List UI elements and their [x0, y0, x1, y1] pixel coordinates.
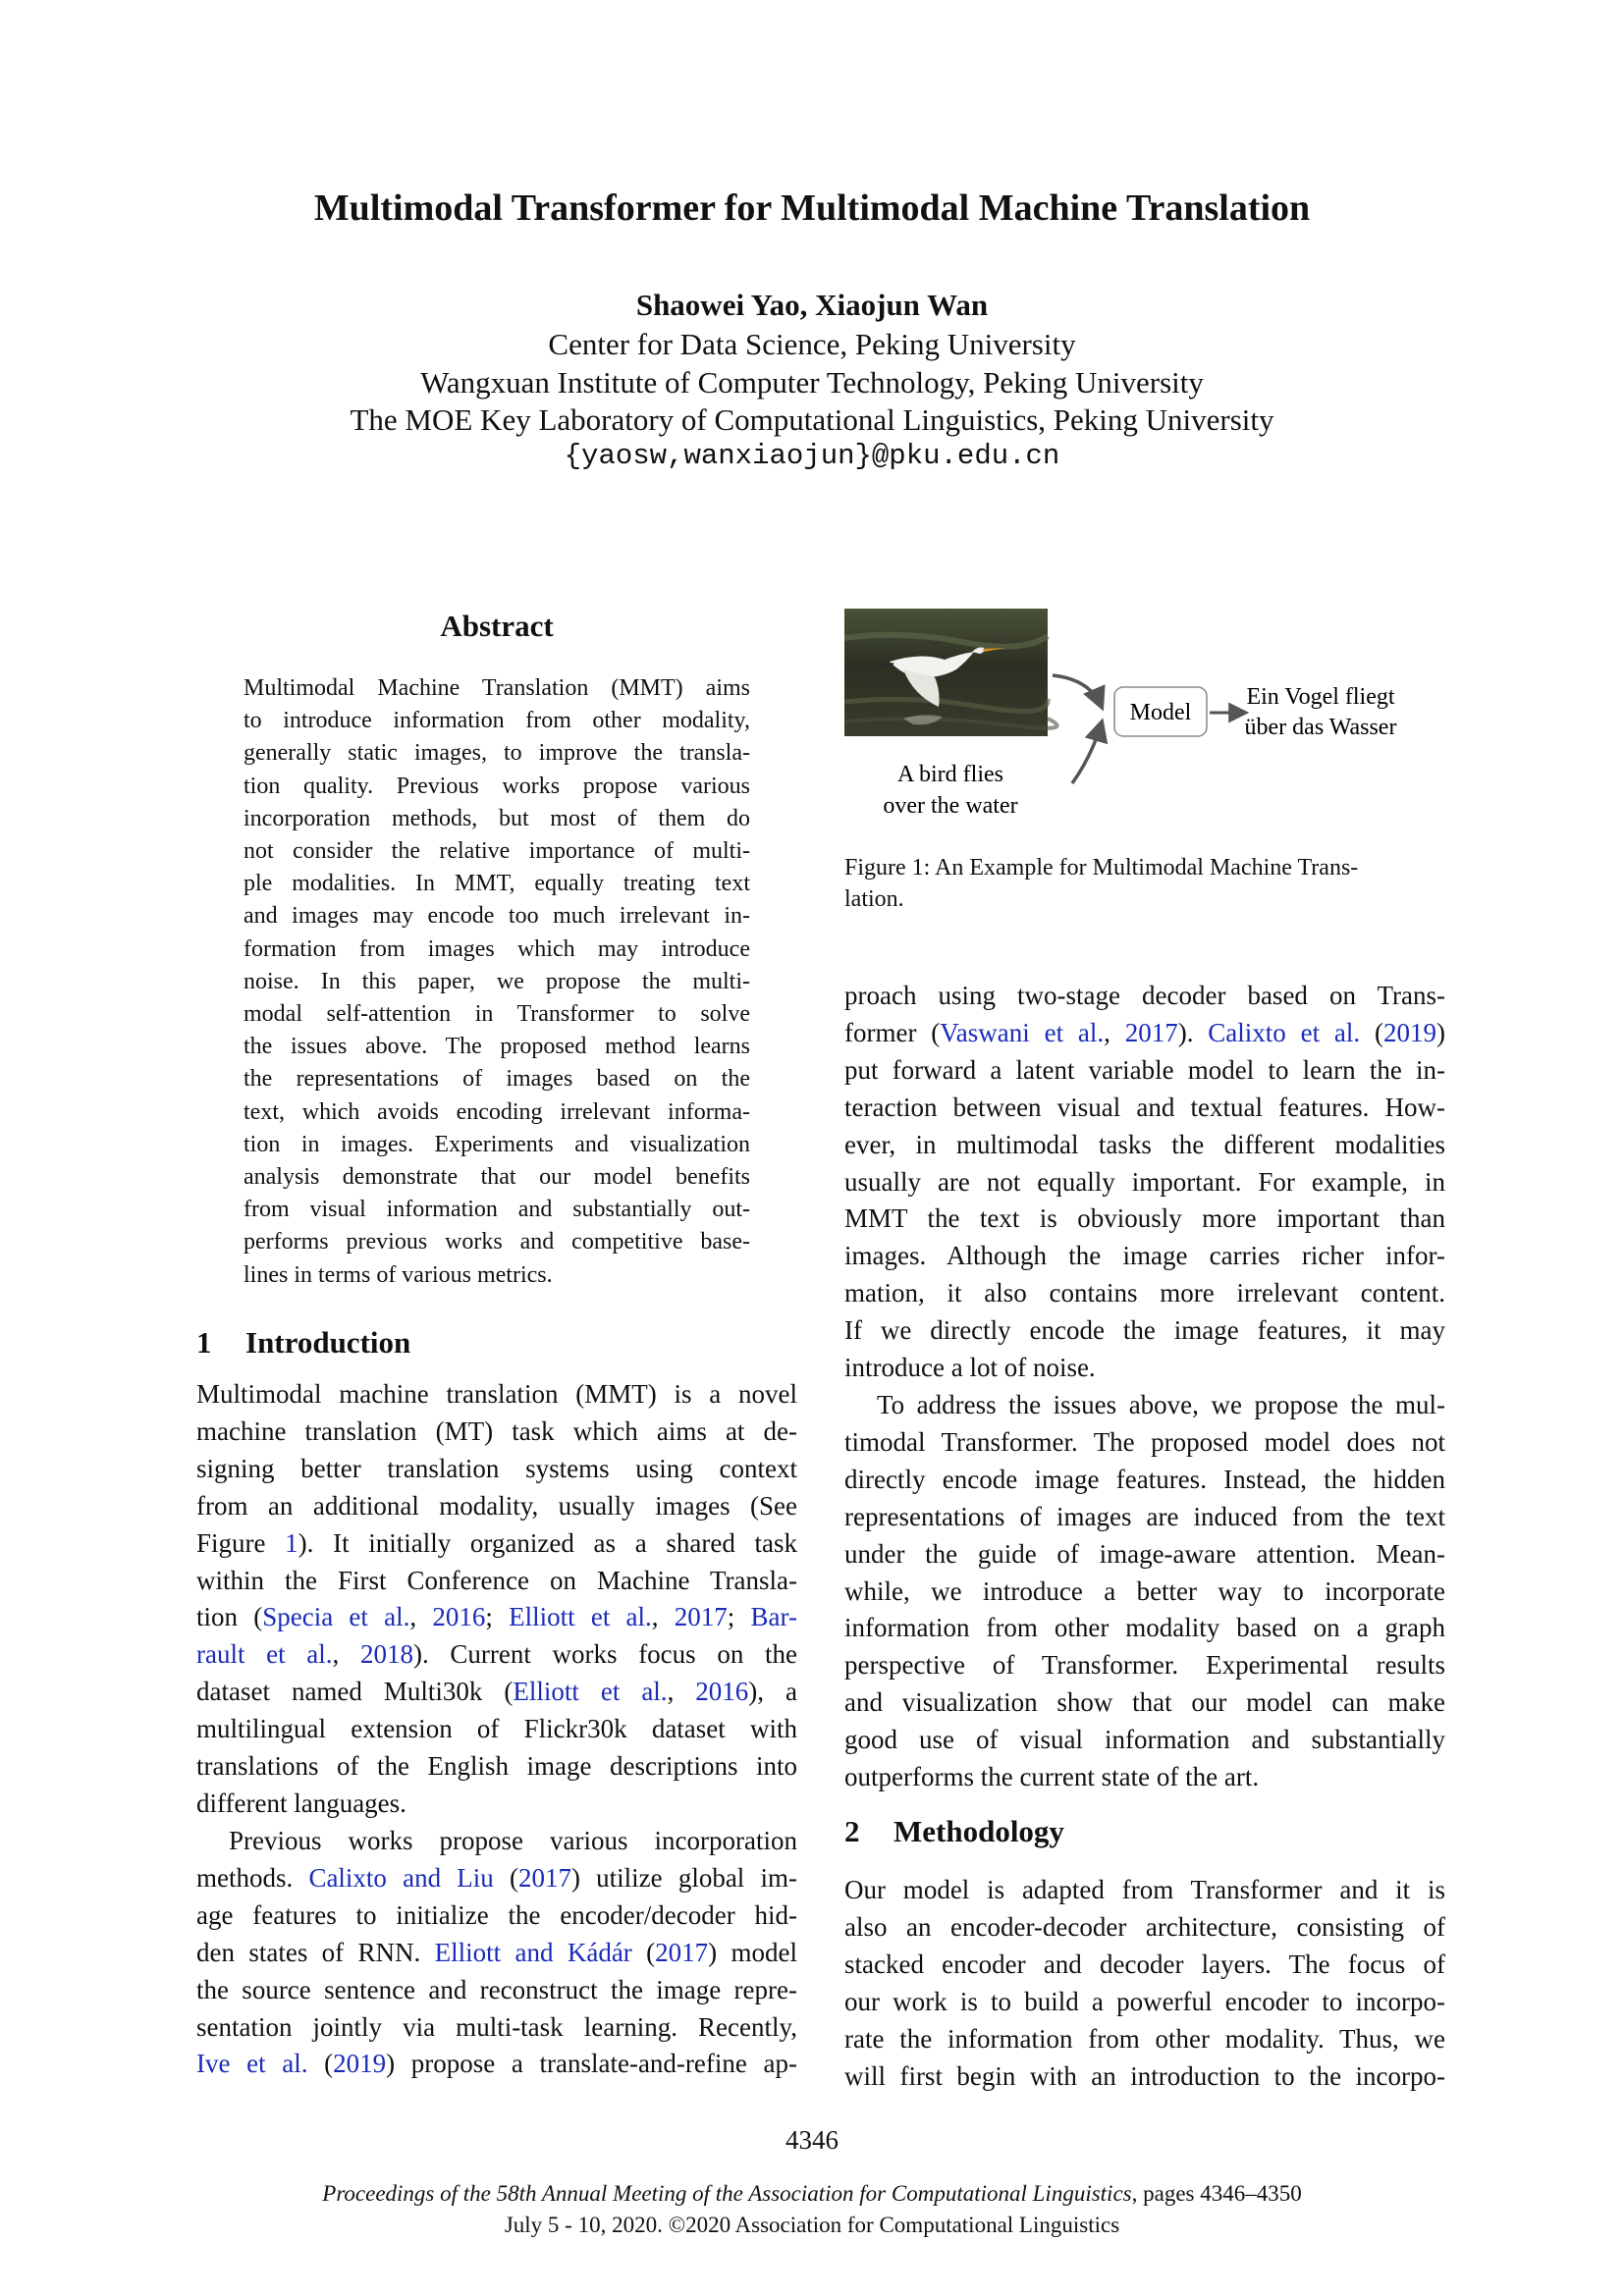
- text-line: multilingual extension of Flickr30k dataset with: [196, 1714, 797, 1744]
- text-run: (: [493, 1862, 518, 1893]
- abstract-line: formation from images which may introduce: [244, 935, 750, 962]
- citation-link[interactable]: Calixto et al.: [1208, 1017, 1361, 1047]
- citation-link[interactable]: rault et al.: [196, 1639, 333, 1670]
- abstract-line: incorporation methods, but most of them do: [244, 805, 750, 831]
- text-line: will first begin with an introduction to the incorpo-: [844, 2060, 1445, 2091]
- abstract-line: lines in terms of various metrics.: [244, 1261, 553, 1288]
- citation-link[interactable]: 2017: [655, 1937, 709, 1967]
- text-line: representations of images are induced from the text: [844, 1501, 1445, 1531]
- text-run: Figure: [196, 1527, 286, 1558]
- citation-link[interactable]: 2016: [695, 1677, 749, 1707]
- authors: Shaowei Yao, Xiaojun Wan: [635, 288, 989, 322]
- section-1-heading: [196, 1325, 797, 1361]
- citation-link[interactable]: 2018: [359, 1639, 413, 1670]
- text-line: [844, 1015, 1445, 1052]
- text-line: signing better translation systems using context: [196, 1453, 797, 1483]
- citation-link[interactable]: 2017: [517, 1862, 571, 1893]
- citation-link[interactable]: 2019: [1383, 1017, 1436, 1047]
- proceedings-pages: , pages 4346–4350: [1131, 2181, 1302, 2206]
- text-line: [196, 1525, 797, 1563]
- intro-paragraph-2: [196, 1823, 797, 2083]
- text-line: put forward a latent variable model to learn the in-: [844, 1054, 1445, 1085]
- text-run: ,: [667, 1677, 696, 1707]
- text-run: (: [307, 2049, 334, 2079]
- abstract-line: analysis demonstrate that our model benefits: [244, 1164, 750, 1191]
- section-title: Methodology: [893, 1814, 1064, 1848]
- text-line: stacked encoder and decoder layers. The focus of: [844, 1949, 1445, 1979]
- text-line: [196, 1636, 797, 1674]
- citation-link[interactable]: 2017: [1124, 1017, 1178, 1047]
- abstract-heading: Abstract: [440, 609, 554, 643]
- citation-link[interactable]: Ive et al.: [196, 2049, 308, 2079]
- text-line: [196, 2046, 797, 2083]
- abstract-line: noise. In this paper, we propose the multi-: [244, 968, 750, 994]
- affiliation-3: The MOE Key Laboratory of Computational Linguistics, Peking University: [350, 402, 1274, 437]
- text-run: ,: [1104, 1017, 1125, 1047]
- proceedings-footer: [0, 2181, 1624, 2207]
- text-line: age features to initialize the encoder/decoder hid-: [196, 1899, 797, 1930]
- text-line: outperforms the current state of the art.: [844, 1762, 1260, 1792]
- section-title: Introduction: [245, 1325, 411, 1360]
- bird-photo: [844, 609, 1057, 736]
- text-line: [196, 1599, 797, 1636]
- abstract-line: text, which avoids encoding irrelevant informa-: [244, 1098, 750, 1125]
- text-run: ), a: [748, 1677, 797, 1707]
- citation-link[interactable]: Specia et al.: [262, 1602, 410, 1632]
- abstract-line: tion in images. Experiments and visualization: [244, 1131, 750, 1157]
- figure-1: [844, 609, 1445, 834]
- abstract-line: from visual information and substantially out-: [244, 1197, 750, 1223]
- text-run: ,: [651, 1602, 675, 1632]
- text-line: the source sentence and reconstruct the image repre-: [196, 1974, 797, 2004]
- output-line-1: Ein Vogel fliegt: [1246, 684, 1395, 710]
- model-label: Model: [1129, 700, 1192, 725]
- source-caption-line-1: A bird flies: [897, 762, 1003, 787]
- text-line: machine translation (MT) task which aims at de-: [196, 1415, 797, 1446]
- text-run: ,: [409, 1602, 433, 1632]
- text-line: while, we introduce a better way to incorporate: [844, 1575, 1445, 1606]
- abstract-line: performs previous works and competitive base-: [244, 1229, 750, 1255]
- citation-link[interactable]: 2016: [432, 1602, 486, 1632]
- text-line: Our model is adapted from Transformer and it is: [844, 1875, 1445, 1904]
- text-run: methods.: [196, 1862, 309, 1893]
- text-line: introduce a lot of noise.: [844, 1353, 1096, 1383]
- text-line: perspective of Transformer. Experimental results: [844, 1650, 1445, 1681]
- abstract-line: not consider the relative importance of multi-: [244, 838, 750, 865]
- text-line: [196, 1935, 797, 1972]
- text-run: (: [631, 1937, 656, 1967]
- text-line: good use of visual information and substantially: [844, 1725, 1445, 1755]
- text-run: ). It initially organized as a shared task: [298, 1527, 797, 1558]
- text-line: timodal Transformer. The proposed model does not: [844, 1426, 1445, 1457]
- text-line: from an additional modality, usually images (See: [196, 1490, 797, 1521]
- arrow-image-to-model: [1053, 675, 1102, 707]
- right-paragraph-2: [844, 1387, 1445, 1796]
- citation-link[interactable]: Bar-: [750, 1602, 797, 1632]
- citation-link[interactable]: 2019: [333, 2049, 387, 2079]
- author-email: {yaosw,wanxiaojun}@pku.edu.cn: [564, 440, 1060, 472]
- text-run: tion (: [196, 1602, 263, 1632]
- text-run: ,: [332, 1639, 360, 1670]
- text-line: rate the information from other modality. Thus, we: [844, 2023, 1445, 2054]
- text-line: within the First Conference on Machine Transla-: [196, 1565, 797, 1595]
- text-line: translations of the English image descriptions into: [196, 1751, 797, 1782]
- section-number: 2: [844, 1814, 860, 1848]
- text-line: different languages.: [196, 1788, 406, 1818]
- text-line: ever, in multimodal tasks the different modalities: [844, 1129, 1445, 1159]
- text-line: teraction between visual and textual features. How-: [844, 1092, 1445, 1122]
- abstract-line: ple modalities. In MMT, equally treating text: [244, 871, 750, 897]
- caption-line: Figure 1: An Example for Multimodal Machine Trans-: [844, 855, 1359, 881]
- text-line: images. Although the image carries richer infor-: [844, 1241, 1445, 1271]
- text-line: information from other modality based on a graph: [844, 1613, 1445, 1643]
- caption-line: lation.: [844, 886, 904, 912]
- citation-link[interactable]: Calixto and Liu: [308, 1862, 494, 1893]
- citation-link[interactable]: Vaswani et al.: [940, 1017, 1105, 1047]
- text-run: former (: [844, 1017, 941, 1047]
- text-run: (: [1360, 1017, 1383, 1047]
- abstract-line: modal self-attention in Transformer to solve: [244, 1001, 750, 1028]
- citation-link[interactable]: 2017: [674, 1602, 728, 1632]
- text-line: mation, it also contains more irrelevant content.: [844, 1278, 1445, 1308]
- affiliation-1: Center for Data Science, Peking University: [548, 327, 1076, 361]
- source-caption-line-2: over the water: [883, 793, 1018, 819]
- text-line: MMT the text is obviously more important than: [844, 1203, 1445, 1234]
- method-paragraph: [844, 1872, 1445, 2095]
- text-line: Multimodal machine translation (MMT) is a novel: [196, 1379, 797, 1409]
- text-run: ;: [727, 1602, 751, 1632]
- text-line: If we directly encode the image features, it may: [844, 1315, 1445, 1346]
- text-run: dataset named Multi30k (: [196, 1677, 514, 1707]
- abstract-line: the issues above. The proposed method learns: [244, 1034, 750, 1060]
- page-number: 4346: [785, 2125, 839, 2155]
- abstract-line: Multimodal Machine Translation (MMT) aims: [244, 675, 750, 701]
- text-line: [196, 1674, 797, 1711]
- text-line: proach using two-stage decoder based on Trans-: [844, 981, 1445, 1010]
- text-line: [196, 1860, 797, 1897]
- abstract-line: generally static images, to improve the transla-: [244, 740, 750, 767]
- text-run: ).: [1177, 1017, 1209, 1047]
- text-line: To address the issues above, we propose the mul-: [877, 1390, 1445, 1419]
- citation-link[interactable]: Elliott and Kádár: [434, 1937, 632, 1967]
- intro-paragraph-1: [196, 1376, 797, 1823]
- arrow-text-to-model: [1072, 722, 1102, 783]
- text-run: den states of RNN.: [196, 1937, 435, 1967]
- text-line: and visualization show that our model can make: [844, 1687, 1445, 1718]
- output-line-2: über das Wasser: [1244, 715, 1397, 740]
- text-run: ): [1436, 1017, 1445, 1047]
- text-run: ) model: [708, 1937, 797, 1967]
- text-run: ) utilize global im-: [570, 1862, 797, 1893]
- paper-title: Multimodal Transformer for Multimodal Machine Translation: [313, 187, 1311, 229]
- right-paragraph-1: [844, 978, 1445, 1387]
- abstract-body: [244, 672, 750, 1292]
- text-line: usually are not equally important. For example, in: [844, 1166, 1445, 1197]
- text-line: Previous works propose various incorporation: [229, 1826, 797, 1855]
- text-line: under the guide of image-aware attention. Mean-: [844, 1538, 1445, 1569]
- abstract-line: and images may encode too much irrelevant in-: [244, 903, 750, 930]
- text-line: our work is to build a powerful encoder to incorpo-: [844, 1986, 1445, 2016]
- figure-ref-link[interactable]: 1: [285, 1527, 298, 1558]
- text-run: ) propose a translate-and-refine ap-: [386, 2049, 797, 2079]
- citation-link[interactable]: Elliott et al.: [513, 1677, 668, 1707]
- text-run: ;: [485, 1602, 510, 1632]
- text-line: sentation jointly via multi-task learning. Recently,: [196, 2011, 797, 2042]
- text-run: ). Current works focus on the: [412, 1639, 798, 1670]
- abstract-line: the representations of images based on the: [244, 1066, 750, 1093]
- text-line: also an encoder-decoder architecture, consisting of: [844, 1911, 1445, 1942]
- affiliation-2: Wangxuan Institute of Computer Technology, Peking University: [420, 365, 1204, 400]
- copyright-footer: July 5 - 10, 2020. ©2020 Association for Computational Linguistics: [504, 2213, 1120, 2237]
- proceedings-title: Proceedings of the 58th Annual Meeting of the Association for Computational Linguistics: [322, 2181, 1132, 2206]
- citation-link[interactable]: Elliott et al.: [509, 1602, 652, 1632]
- section-2-heading: [844, 1814, 1445, 1849]
- section-number: 1: [196, 1325, 212, 1360]
- abstract-line: to introduce information from other modality,: [244, 708, 750, 734]
- text-line: directly encode image features. Instead, the hidden: [844, 1464, 1445, 1494]
- figure-1-caption: [844, 852, 1445, 915]
- abstract-line: tion quality. Previous works propose various: [244, 773, 750, 799]
